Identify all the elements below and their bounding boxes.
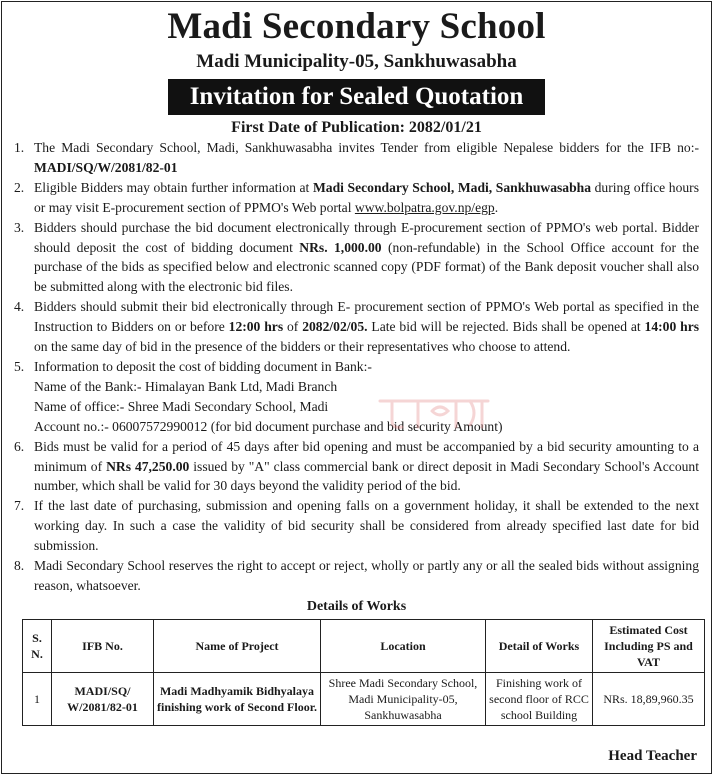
point-text: Bidders should purchase the bid document electronically through E-procurement section of PPMO's web portal. Bidder should deposit the cost of bidding document	[34, 219, 699, 255]
header-cost: Estimated Cost Including PS and VAT	[593, 619, 705, 672]
point-3	[14, 218, 699, 298]
opening-time: 14:00 hrs	[644, 319, 700, 335]
cell-cost: NRs. 18,89,960.35	[593, 672, 705, 725]
notice-banner: Invitation for Sealed Quotation	[168, 79, 546, 115]
notice-points	[14, 138, 699, 596]
point-text: (non-refundable) in the School Office account for the purchase of the bids as specified below and electronic scanned copy (PDF format) of the Bank deposit voucher shall also be submitted along with the electronic bid files.	[34, 239, 699, 295]
account-number: Account no.:- 06007572990012 (for bid document purchase and bid security Amount)	[34, 418, 503, 434]
header-sn: S. N.	[23, 619, 52, 672]
point-6	[14, 437, 699, 497]
point-text: The Madi Secondary School, Madi, Sankhuwasabha invites Tender from eligible Nepalese bidders for the IFB no:-	[34, 140, 699, 155]
submission-date: 2082/02/05.	[302, 319, 368, 335]
point-text: Bidders should submit their bid electronically through E- procurement section of PPMO's Web portal as specified in the Instruction to Bidders on or before	[34, 299, 699, 335]
publication-date: First Date of Publication: 2082/01/21	[231, 119, 482, 136]
point-text: of	[283, 319, 303, 335]
header-detail: Detail of Works	[486, 619, 593, 672]
details-title: Details of Works	[306, 598, 407, 614]
point-number: 2.	[14, 179, 25, 195]
submission-time: 12:00 hrs	[228, 319, 284, 335]
cell-detail: Finishing work of second floor of RCC school Building	[486, 672, 593, 725]
school-contact: Madi Secondary School, Madi, Sankhuwasabha	[312, 179, 592, 195]
point-text: .	[494, 199, 499, 215]
header-location: Location	[321, 619, 486, 672]
point-number: 1.	[14, 140, 25, 155]
point-number: 3.	[14, 219, 25, 235]
ifb-number: MADI/SQ/W/2081/82-01	[34, 159, 178, 175]
document-cost: NRs. 1,000.00	[299, 239, 382, 255]
point-text: Information to deposit the cost of bidding document in Bank:-	[34, 358, 372, 374]
point-number: 7.	[14, 498, 25, 514]
notice-page	[1, 1, 712, 774]
point-text: issued by "A" class commercial bank or direct deposit in Madi Secondary School's Account number, which shall be valid for 30 days beyond the validity period of the bid.	[34, 458, 699, 494]
table-row	[23, 672, 705, 725]
bid-security-amount: NRs 47,250.00	[106, 458, 190, 474]
point-5	[14, 357, 699, 437]
point-2	[14, 178, 699, 218]
point-text: during office hours or may visit E-procurement section of PPMO's Web portal	[34, 179, 700, 215]
point-number: 8.	[14, 558, 25, 574]
point-7	[14, 496, 699, 556]
point-number: 5.	[14, 358, 25, 374]
point-4	[14, 297, 699, 357]
ppmo-portal-link[interactable]: www.bolpatra.gov.np/egp	[354, 199, 495, 215]
point-text: If the last date of purchasing, submission and opening falls on a government holiday, it shall be extended to the next working day. In such a case the validity of bid security shall be considered from already specified last date for bid submission.	[34, 498, 699, 554]
office-name: Name of office:- Shree Madi Secondary School, Madi	[34, 398, 329, 414]
signature-title: Head Teacher	[608, 748, 697, 764]
table-header-row	[23, 619, 705, 672]
point-text: Late bid will be rejected. Bids shall be opened at	[367, 319, 645, 335]
school-name: Madi Secondary School	[167, 6, 546, 47]
header-project: Name of Project	[154, 619, 321, 672]
point-text: Eligible Bidders may obtain further information at	[34, 179, 313, 195]
cell-ifb: MADI/SQ/ W/2081/82-01	[52, 672, 154, 725]
banner-wrap	[14, 79, 699, 115]
bank-name: Name of the Bank:- Himalayan Bank Ltd, Madi Branch	[34, 378, 338, 394]
point-text: Madi Secondary School reserves the right to accept or reject, wholly or partly any or all the sealed bids without assigning reason, whatsoever.	[34, 558, 699, 593]
watermark-logo	[374, 387, 494, 437]
header-ifb: IFB No.	[52, 619, 154, 672]
cell-sn: 1	[23, 672, 52, 725]
point-text: on the same day of bid in the presence of the bidders or their representatives who choose to attend.	[34, 339, 571, 355]
point-number: 4.	[14, 299, 25, 315]
cell-location: Shree Madi Secondary School, Madi Municipality-05, Sankhuwasabha	[321, 672, 486, 725]
cell-project: Madi Madhyamik Bidhyalaya finishing work of Second Floor.	[154, 672, 321, 725]
point-text: Bids must be valid for a period of 45 days after bid opening and must be accompanied by a bid security amounting to a minimum of	[34, 438, 699, 474]
point-1	[14, 138, 699, 178]
works-table	[22, 619, 705, 726]
point-8	[14, 556, 699, 596]
point-number: 6.	[14, 438, 25, 454]
school-address: Madi Municipality-05, Sankhuwasabha	[196, 51, 517, 72]
